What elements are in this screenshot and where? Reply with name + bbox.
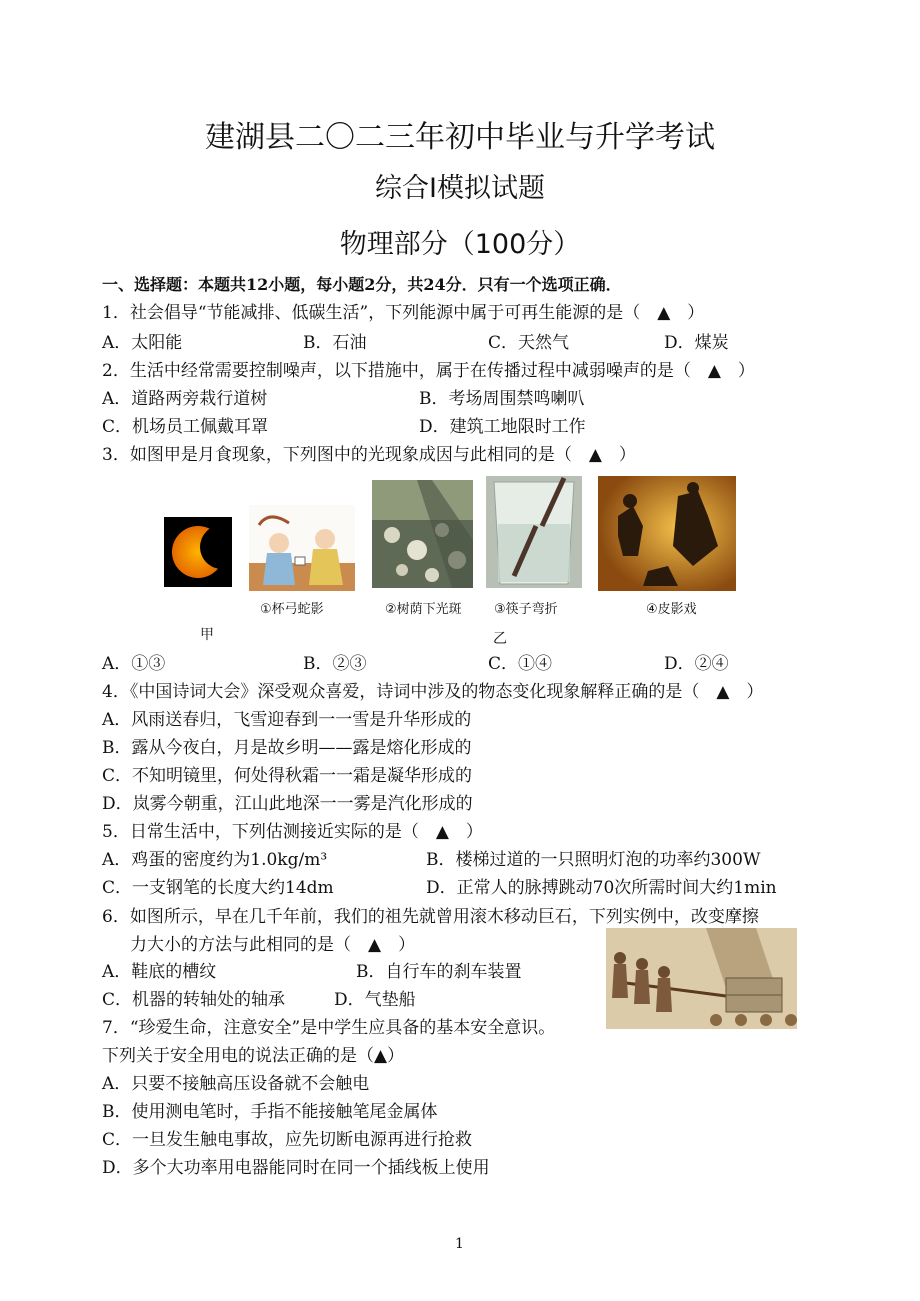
part-title: 物理部分（100分） <box>339 229 581 260</box>
q5-option-b: B．楼梯过道的一只照明灯泡的功率约300W <box>426 850 761 870</box>
caption-2: ②树荫下光斑 <box>385 602 462 617</box>
caption-3: ③筷子弯折 <box>494 602 558 617</box>
tree-shade-light-spots-image <box>372 480 473 588</box>
q4-option-b: B．露从今夜白，月是故乡明——露是熔化形成的 <box>102 738 472 758</box>
lunar-eclipse-image <box>164 517 232 587</box>
q1-option-a: A．太阳能 <box>102 333 183 353</box>
q4-option-a: A．风雨送春归，飞雪迎春到一一雪是升华形成的 <box>102 710 472 730</box>
figure-label-jia: 甲 <box>200 627 214 643</box>
q6-stem-line1: 6．如图所示，早在几千年前，我们的祖先就曾用滚木移动巨石，下列实例中，改变摩擦 <box>102 907 759 927</box>
q3-option-b: B．②③ <box>303 654 367 674</box>
caption-4: ④皮影戏 <box>646 602 697 617</box>
q1-option-b: B．石油 <box>303 333 367 353</box>
q7-stem-line2: 下列关于安全用电的说法正确的是（▲） <box>102 1046 405 1066</box>
caption-1: ①杯弓蛇影 <box>260 602 324 617</box>
q1-option-c: C．天然气 <box>488 333 570 353</box>
q7-option-b: B．使用测电笔时，手指不能接触笔尾金属体 <box>102 1102 438 1122</box>
q7-option-d: D．多个大功率用电器能同时在同一个插线板上使用 <box>102 1158 490 1178</box>
bent-chopstick-image <box>486 476 582 588</box>
section-heading: 一、选择题：本题共12小题，每小题2分，共24分．只有一个选项正确． <box>102 275 622 294</box>
q4-option-c: C．不知明镜里，何处得秋霜一一霜是凝华形成的 <box>102 766 473 786</box>
shadow-play-image <box>598 476 736 591</box>
q6-stem-line2: 力大小的方法与此相同的是（ ▲ ） <box>130 935 416 955</box>
q6-option-c: C．机器的转轴处的轴承 <box>102 990 286 1010</box>
q2-stem: 2．生活中经常需要控制噪声，以下措施中，属于在传播过程中减弱噪声的是（ ▲ ） <box>102 361 755 381</box>
exam-title: 建湖县二〇二三年初中毕业与升学考试 <box>205 120 715 155</box>
q2-option-d: D．建筑工地限时工作 <box>419 417 586 437</box>
q6-option-a: A．鞋底的槽纹 <box>102 962 217 982</box>
q5-option-a: A．鸡蛋的密度约为1.0kg/m³ <box>102 850 328 870</box>
q4-option-d: D．岚雾今朝重，江山此地深一一雾是汽化形成的 <box>102 794 473 814</box>
q7-option-c: C．一旦发生触电事故，应先切断电源再进行抢救 <box>102 1130 473 1150</box>
q3-option-c: C．①④ <box>488 654 553 674</box>
q3-option-d: D．②④ <box>664 654 729 674</box>
q7-option-a: A．只要不接触高压设备就不会触电 <box>102 1074 370 1094</box>
q5-stem: 5．日常生活中，下列估测接近实际的是（ ▲ ） <box>102 822 483 842</box>
q2-option-b: B．考场周围禁鸣喇叭 <box>419 389 585 409</box>
cup-bow-snake-image <box>249 505 355 591</box>
figure-label-yi: 乙 <box>493 631 507 647</box>
q1-stem: 1．社会倡导“节能减排、低碳生活”，下列能源中属于可再生能源的是（ ▲ ） <box>102 303 705 323</box>
rolling-logs-image <box>606 928 797 1029</box>
q6-option-d: D．气垫船 <box>334 990 416 1010</box>
q3-option-a: A．①③ <box>102 654 166 674</box>
q4-stem: 4．《中国诗词大会》深受观众喜爱，诗词中涉及的物态变化现象解释正确的是（ ▲ ） <box>102 682 764 702</box>
q1-option-d: D．煤炭 <box>664 333 729 353</box>
page-number: 1 <box>455 1236 464 1252</box>
q5-option-c: C．一支钢笔的长度大约14dm <box>102 878 334 898</box>
q3-stem: 3．如图甲是月食现象，下列图中的光现象成因与此相同的是（ ▲ ） <box>102 445 636 465</box>
q7-stem-line1: 7．“珍爱生命，注意安全”是中学生应具备的基本安全意识。 <box>102 1018 556 1038</box>
q5-option-d: D．正常人的脉搏跳动70次所需时间大约1min <box>426 878 777 898</box>
q2-option-a: A．道路两旁栽行道树 <box>102 389 268 409</box>
q2-option-c: C．机场员工佩戴耳罩 <box>102 417 269 437</box>
exam-subtitle: 综合Ⅰ模拟试题 <box>375 173 545 204</box>
q6-option-b: B．自行车的刹车装置 <box>356 962 522 982</box>
